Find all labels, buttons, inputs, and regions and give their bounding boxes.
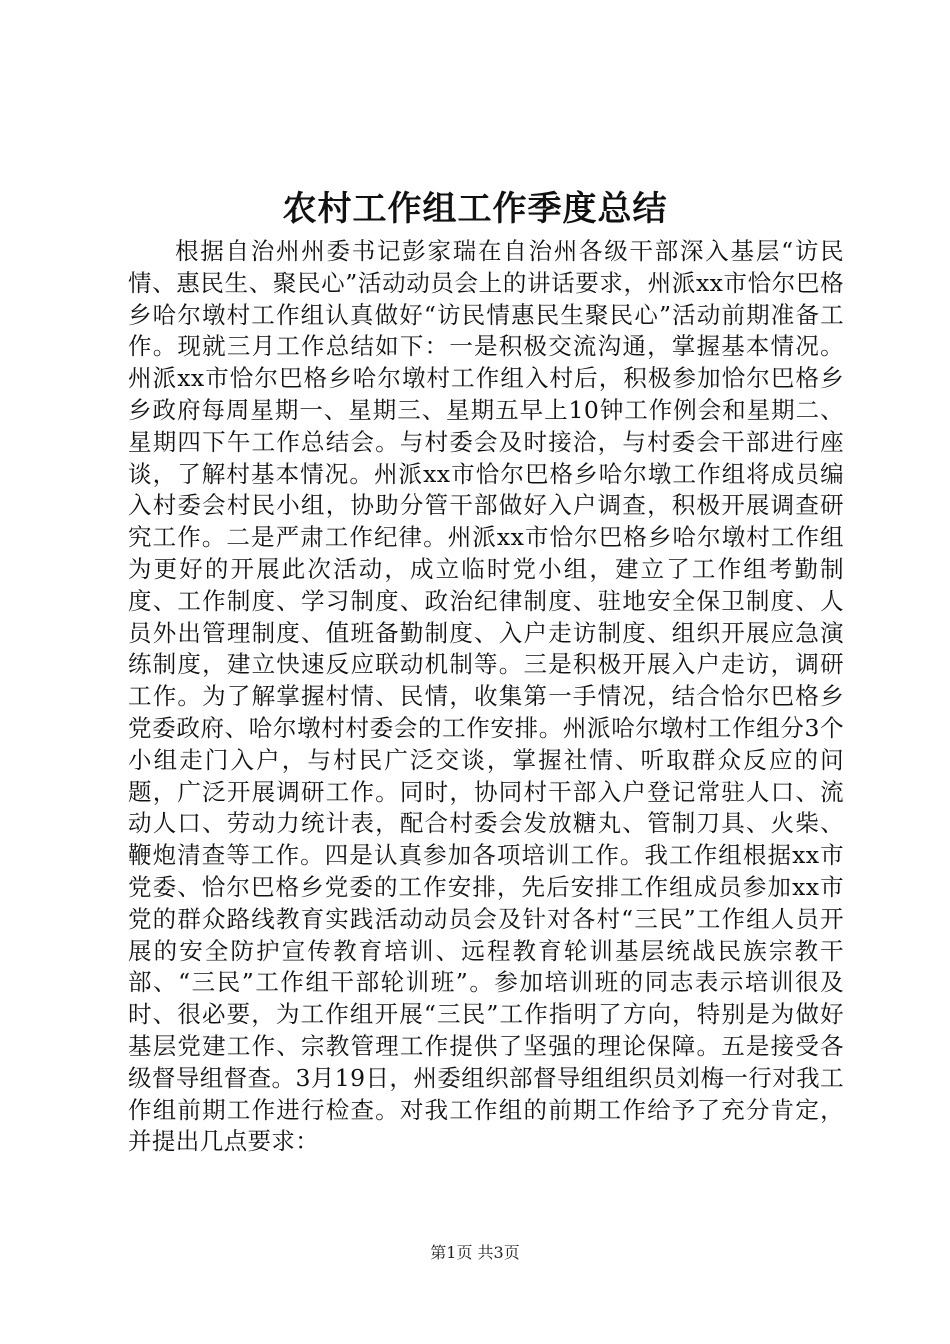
document-title: 农村工作组工作季度总结 xyxy=(282,189,668,229)
page-number-footer: 第1页 共3页 xyxy=(430,1243,520,1262)
document-body-paragraph: 根据自治州州委书记彭家瑞在自治州各级干部深入基层“访民情、惠民生、聚民心”活动动员会上的讲话要求，州派xx市恰尔巴格乡哈尔墩村工作组认真做好“访民情惠民生聚民心”活动前期准备工作。现就三月工作总结如下：一是积极交流沟通，掌握基本情况。州派xx市恰尔巴格乡哈尔墩村工作组入村后，积极参加恰尔巴格乡乡政府每周星期一、星期三、星期五早上10钟工作例会和星期二、星期四下午工作总结会。与村委会及时接洽，与村委会干部进行座谈，了解村基本情况。州派xx市恰尔巴格乡哈尔墩工作组将成员编入村委会村民小组，协助分管干部做好入户调查，积极开展调查研究工作。二是严肃工作纪律。州派xx市恰尔巴格乡哈尔墩村工作组为更好的开展此次活动，成立临时党小组，建立了工作组考勤制度、工作制度、学习制度、政治纪律制度、驻地安全保卫制度、人员外出管理制度、值班备勤制度、入户走访制度、组织开展应急演练制度，建立快速反应联动机制等。三是积极开展入户走访，调研工作。为了解掌握村情、民情，收集第一手情况，结合恰尔巴格乡党委政府、哈尔墩村村委会的工作安排。州派哈尔墩村工作组分3个小组走门入户，与村民广泛交谈，掌握社情、听取群众反应的问题，广泛开展调研工作。同时，协同村干部入户登记常驻人口、流动人口、劳动力统计表，配合村委会发放糖丸、管制刀具、火柴、鞭炮清查等工作。四是认真参加各项培训工作。我工作组根据xx市党委、恰尔巴格乡党委的工作安排，先后安排工作组成员参加xx市党的群众路线教育实践活动动员会及针对各村“三民”工作组人员开展的安全防护宣传教育培训、远程教育轮训基层统战民族宗教干部、“三民”工作组干部轮训班”。参加培训班的同志表示培训很及时、很必要，为工作组开展“三民”工作指明了方向，特别是为做好基层党建工作、宗教管理工作提供了坚强的理论保障。五是接受各级督导组督查。3月19日，州委组织部督导组组织员刘梅一行对我工作组前期工作进行检查。对我工作组的前期工作给予了充分肯定，并提出几点要求： xyxy=(128,237,844,1156)
